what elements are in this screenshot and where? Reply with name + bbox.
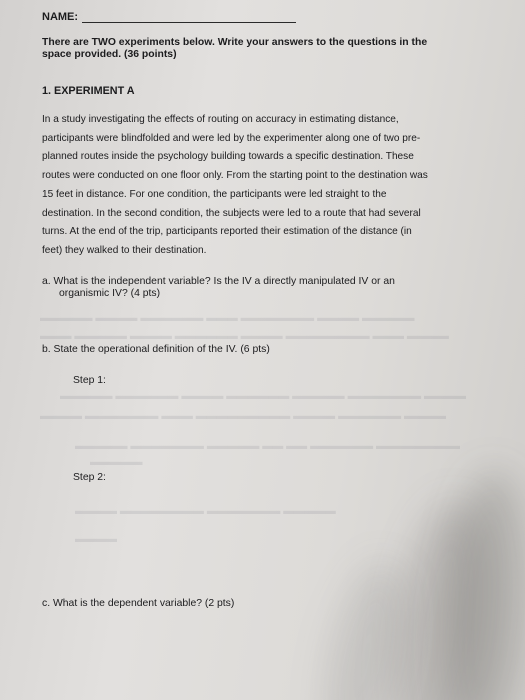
- paragraph-line: planned routes inside the psychology building towards a specific destination. These: [42, 151, 414, 163]
- bleed-through-mark: ▬▬▬▬ ▬▬▬▬▬▬▬ ▬▬▬ ▬▬▬▬▬▬▬▬▬ ▬▬▬▬ ▬▬▬▬▬▬ ▬▬▬▬: [40, 410, 447, 422]
- paragraph-line: destination. In the second condition, the subjects were led to a route that had several: [42, 207, 421, 219]
- name-line: [82, 22, 296, 23]
- bleed-through-mark: ▬▬▬▬▬ ▬▬▬▬▬▬ ▬▬▬▬ ▬▬▬▬▬▬ ▬▬▬▬▬ ▬▬▬▬▬▬▬ ▬▬▬▬: [60, 390, 467, 402]
- bleed-through-mark: ▬▬▬▬ ▬▬▬▬▬▬▬▬ ▬▬▬▬▬▬▬ ▬▬▬▬▬: [75, 505, 336, 517]
- step-2-label: Step 2:: [73, 472, 106, 483]
- question-a-line-1: a. What is the independent variable? Is the IV a directly manipulated IV or an: [42, 276, 395, 287]
- instructions-line-2: space provided. (36 points): [42, 49, 177, 60]
- question-c: c. What is the dependent variable? (2 pts): [42, 598, 235, 609]
- paragraph-line: participants were blindfolded and were led by the experimenter along one of two pre-: [42, 132, 421, 144]
- step-1-label: Step 1:: [73, 375, 106, 386]
- bleed-through-mark: ▬▬▬▬: [75, 533, 117, 545]
- paragraph-line: feet) they walked to their destination.: [42, 244, 207, 256]
- bleed-through-mark: ▬▬▬▬▬ ▬▬▬▬▬▬▬ ▬▬▬▬▬ ▬▬ ▬▬ ▬▬▬▬▬▬ ▬▬▬▬▬▬▬▬: [75, 440, 461, 452]
- question-a-line-2: organismic IV? (4 pts): [59, 288, 161, 299]
- instructions-line-1: There are TWO experiments below. Write your answers to the questions in the: [42, 37, 428, 48]
- paragraph-line: In a study investigating the effects of routing on accuracy in estimating distance,: [42, 114, 399, 125]
- name-label: NAME:: [42, 11, 79, 23]
- bleed-through-mark: ▬▬▬ ▬▬▬▬▬ ▬▬▬▬ ▬▬▬▬▬▬ ▬▬▬▬ ▬▬▬▬▬▬▬▬ ▬▬▬ ▬▬▬▬: [40, 330, 449, 342]
- question-b: b. State the operational definition of the IV. (6 pts): [42, 344, 270, 355]
- experiment-title: 1. EXPERIMENT A: [42, 85, 135, 97]
- paragraph-line: 15 feet in distance. For one condition, the participants were led straight to the: [42, 188, 387, 200]
- bleed-through-mark: ▬▬▬▬▬ ▬▬▬▬ ▬▬▬▬▬▬ ▬▬▬ ▬▬▬▬▬▬▬ ▬▬▬▬ ▬▬▬▬▬: [40, 312, 415, 324]
- experiment-description: [42, 111, 497, 261]
- paragraph-line: turns. At the end of the trip, participants reported their estimation of the distance (in: [42, 226, 412, 238]
- paragraph-line: routes were conducted on one floor only. From the starting point to the destination was: [42, 170, 428, 182]
- bleed-through-mark: ▬▬▬▬▬: [90, 456, 143, 468]
